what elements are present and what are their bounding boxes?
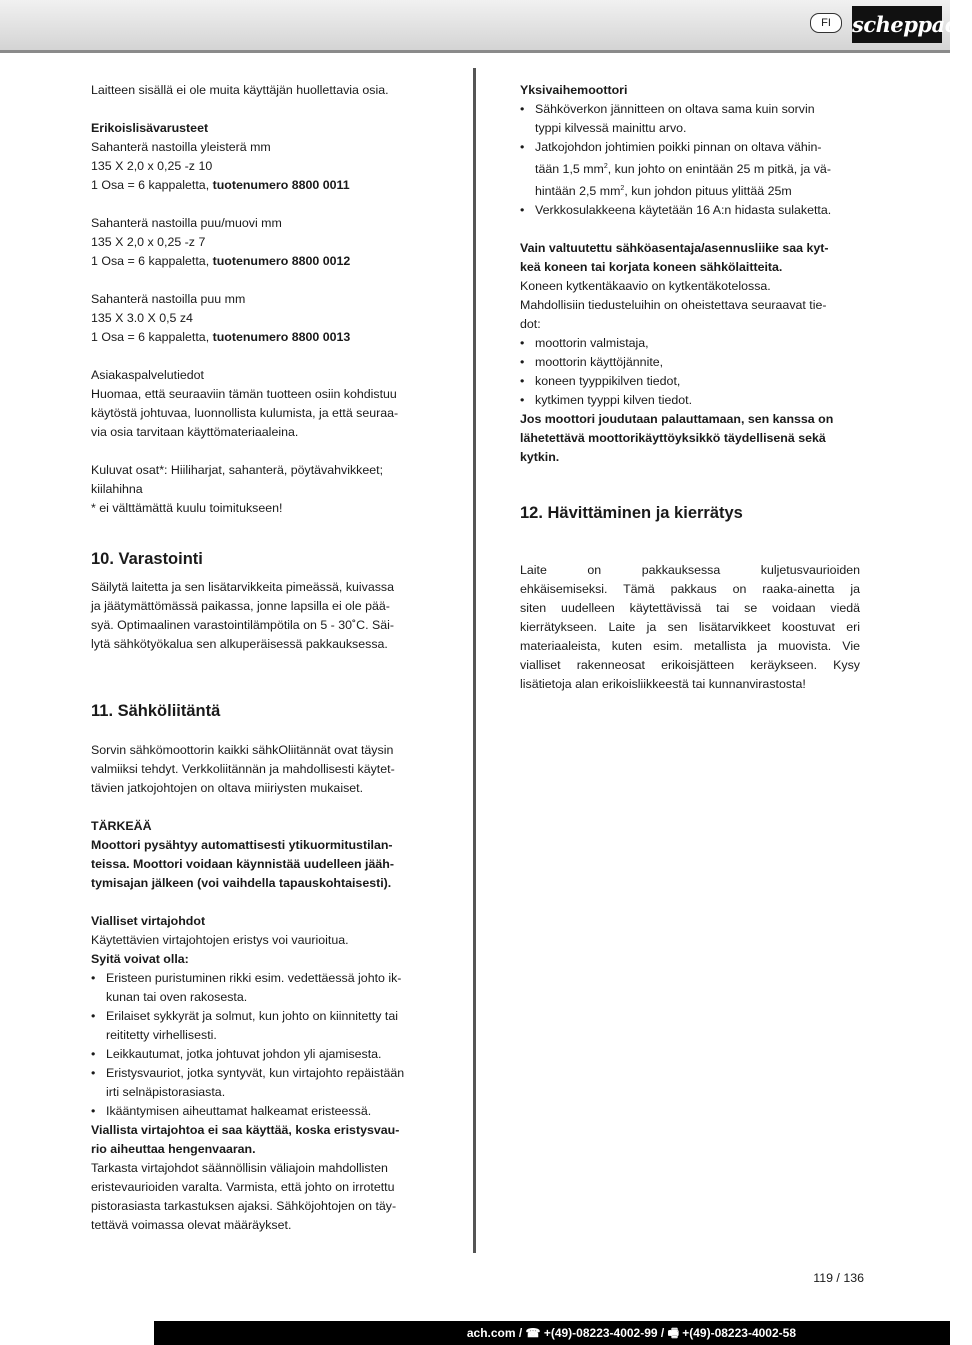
causes-list (91, 969, 431, 1121)
section-11-title: 11. Sähköliitäntä (91, 702, 221, 720)
page-header (0, 0, 972, 53)
disposal-text: Laite on pakkauksessa kuljetusvaurioiden ehkäisemiseksi. Tämä pakkaus on raaka-ainetta ja siten uudelleen käytettävissä tai se voidaan viedä kierrätykseen. Laite ja sen lisätarvikkeet koostuvat eri materiaaleista, kuten esim. metallista ja muovista. Vie vialliset rakenneosat erikoisjätteen keräykseen. Kysy lisätietoja alan erikoisliikkeestä tai kunnanvirastosta! (520, 563, 860, 692)
list-item: • Sähköverkon jännitteen on oltava sama kuin sorvin typpi kilvessä mainittu arvo. (520, 100, 860, 138)
info-list (520, 334, 860, 410)
inspection-text: pistorasiasta tarkastuksen ajaksi. Sähköjohtojen on täy- (91, 1199, 397, 1213)
left-column (91, 81, 431, 1235)
brand-logo: scheppach (852, 6, 942, 43)
important-text: Moottori pysähtyy automattisesti ytikuormitustilan- (91, 838, 393, 852)
accessories-heading: Erikoislisävarusteet (91, 121, 209, 135)
column-divider (473, 68, 476, 1253)
return-text: lähetettävä moottorikäyttöyksikkö täydellisenä sekä (520, 431, 826, 446)
connection-text: tävien jatkojohtojen on oltava miiriysten mukaiset. (91, 781, 364, 795)
blade3-part-number: tuotenumero 8800 0013 (212, 330, 351, 344)
blade1-part-number: tuotenumero 8800 0011 (212, 178, 350, 192)
causes-heading: Syitä voivat olla: (91, 952, 189, 966)
connection-text: valmiiksi tehdyt. Verkkoliitännän ja mahdollisesti käytet- (91, 762, 395, 776)
motor-list (520, 100, 860, 220)
list-item: • Erilaiset sykkyrät ja solmut, kun johto on kiinnitetty tai reititetty virhellisesti. (91, 1007, 431, 1045)
storage-text: Säilytä laitetta ja sen lisätarvikkeita pimeässä, kuivassa (91, 580, 395, 594)
cables-text: Käytettävien virtajohtojen eristys voi vaurioitua. (91, 933, 349, 947)
return-text: kytkin. (520, 450, 560, 465)
important-text: teissa. Moottori voidaan käynnistää uudelleen jääh- (91, 857, 394, 871)
questions-text: dot: (520, 317, 541, 332)
list-item: • Ikääntymisen aiheuttamat halkeamat eristeessä. (91, 1102, 431, 1121)
storage-text: lytä sähkötyökalua sen alkuperäisessä pakkauksessa. (91, 637, 388, 651)
return-text: Jos moottori joudutaan palauttamaan, sen kanssa on (520, 412, 834, 427)
connection-text: Sorvin sähkömoottorin kaikki sähkOliitännät ovat täysin (91, 743, 394, 757)
blade2-part-number: tuotenumero 8800 0012 (212, 254, 351, 268)
blade2-line2: 135 X 2,0 x 0,25 -z 7 (91, 235, 206, 249)
section-12-title: 12. Hävittäminen ja kierrätys (520, 504, 743, 523)
list-item: • koneen tyyppikilven tiedot, (520, 372, 860, 391)
motor-heading: Yksivaihemoottori (520, 83, 628, 97)
cable-warning: Viallista virtajohtoa ei saa käyttää, koska eristysvau- (91, 1123, 400, 1137)
wear-parts-note: * ei välttämättä kuulu toimitukseen! (91, 501, 283, 515)
blade3-line2: 135 X 3.0 X 0,5 z4 (91, 311, 193, 325)
inspection-text: tettävä voimassa olevat määräykset. (91, 1218, 292, 1232)
cable-warning: rio aiheuttaa hengenvaaran. (91, 1142, 256, 1156)
inspection-text: eristevaurioiden varalta. Varmista, että johto on irrotettu (91, 1180, 395, 1194)
footer-contact: ach.com / ☎ +(49)-08223-4002-99 / 🖷 +(49)-08223-4002-58 (154, 1321, 950, 1345)
list-item: • Eristeen puristuminen rikki esim. vedettäessä johto ik- kunan tai oven rakosesta. (91, 969, 431, 1007)
language-badge: FI (810, 13, 842, 33)
blade1-line1: Sahanterä nastoilla yleisterä mm (91, 140, 271, 154)
blade1-line3: 1 Osa = 6 kappaletta, tuotenumero 8800 0011 (91, 178, 350, 192)
intro-text: Laitteen sisällä ei ole muita käyttäjän huollettavia osia. (91, 83, 389, 97)
list-item: • Leikkautumat, jotka johtuvat johdon yli ajamisesta. (91, 1045, 431, 1064)
service-heading: Asiakaspalvelutiedot (91, 368, 204, 382)
questions-text: Mahdollisiin tiedusteluihin on oheistettava seuraavat tie- (520, 298, 827, 313)
blade2-line1: Sahanterä nastoilla puu/muovi mm (91, 216, 282, 230)
page-number: 119 / 136 (813, 1271, 864, 1285)
blade3-line3: 1 Osa = 6 kappaletta, tuotenumero 8800 0013 (91, 330, 351, 344)
list-item: • moottorin käyttöjännite, (520, 353, 860, 372)
electrician-warning: Vain valtuutettu sähköasentaja/asennusliike saa kyt- (520, 241, 829, 256)
storage-text: syä. Optimaalinen varastointilämpötila on 5 - 30˚C. Säi- (91, 618, 395, 632)
diagram-note: Koneen kytkentäkaavio on kytkentäkotelossa. (520, 279, 771, 294)
service-text: via osia tarvitaan käyttömateriaaleina. (91, 425, 299, 439)
blade3-line1: Sahanterä nastoilla puu mm (91, 292, 246, 306)
list-item: • kytkimen tyyppi kilven tiedot. (520, 391, 860, 410)
blade2-line3: 1 Osa = 6 kappaletta, tuotenumero 8800 0012 (91, 254, 351, 268)
list-item: • Eristysvauriot, jotka syntyvät, kun virtajohto repäistään irti selnäpistorasiasta. (91, 1064, 431, 1102)
list-item: • Jatkojohdon johtimien poikki pinnan on oltava vähin- tään 1,5 $mm^2$, kun johto on enintään 25 m pitkä, ja vä- hintään 2,5 $mm^2$, kun johdon pituus ylittää 25m (520, 138, 860, 201)
right-column (520, 81, 860, 694)
storage-text: ja jäätymättömässä paikassa, jonne lapsilla ei ole pää- (91, 599, 390, 613)
cables-heading: Vialliset virtajohdot (91, 914, 206, 928)
blade1-line2: 135 X 2,0 x 0,25 -z 10 (91, 159, 213, 173)
list-item: • Verkkosulakkeena käytetään 16 A:n hidasta sulaketta. (520, 201, 860, 220)
list-item: • moottorin valmistaja, (520, 334, 860, 353)
service-text: Huomaa, että seuraaviin tämän tuotteen osiin kohdistuu (91, 387, 397, 401)
wear-parts-text: Kuluvat osat*: Hiiliharjat, sahanterä, pöytävahvikkeet; (91, 463, 384, 477)
important-heading: TÄRKEÄÄ (91, 819, 152, 833)
section-10-title: 10. Varastointi (91, 550, 203, 568)
electrician-warning: keä koneen tai korjata koneen sähkölaitteita. (520, 260, 783, 275)
important-text: tymisajan jälkeen (voi vaihdella tapauskohtaisesti). (91, 876, 392, 890)
service-text: käytöstä johtuvaa, luonnollista kulumista, ja että seuraa- (91, 406, 399, 420)
wear-parts-text: kiilahihna (91, 482, 143, 496)
inspection-text: Tarkasta virtajohdot säännöllisin väliajoin mahdollisten (91, 1161, 388, 1175)
